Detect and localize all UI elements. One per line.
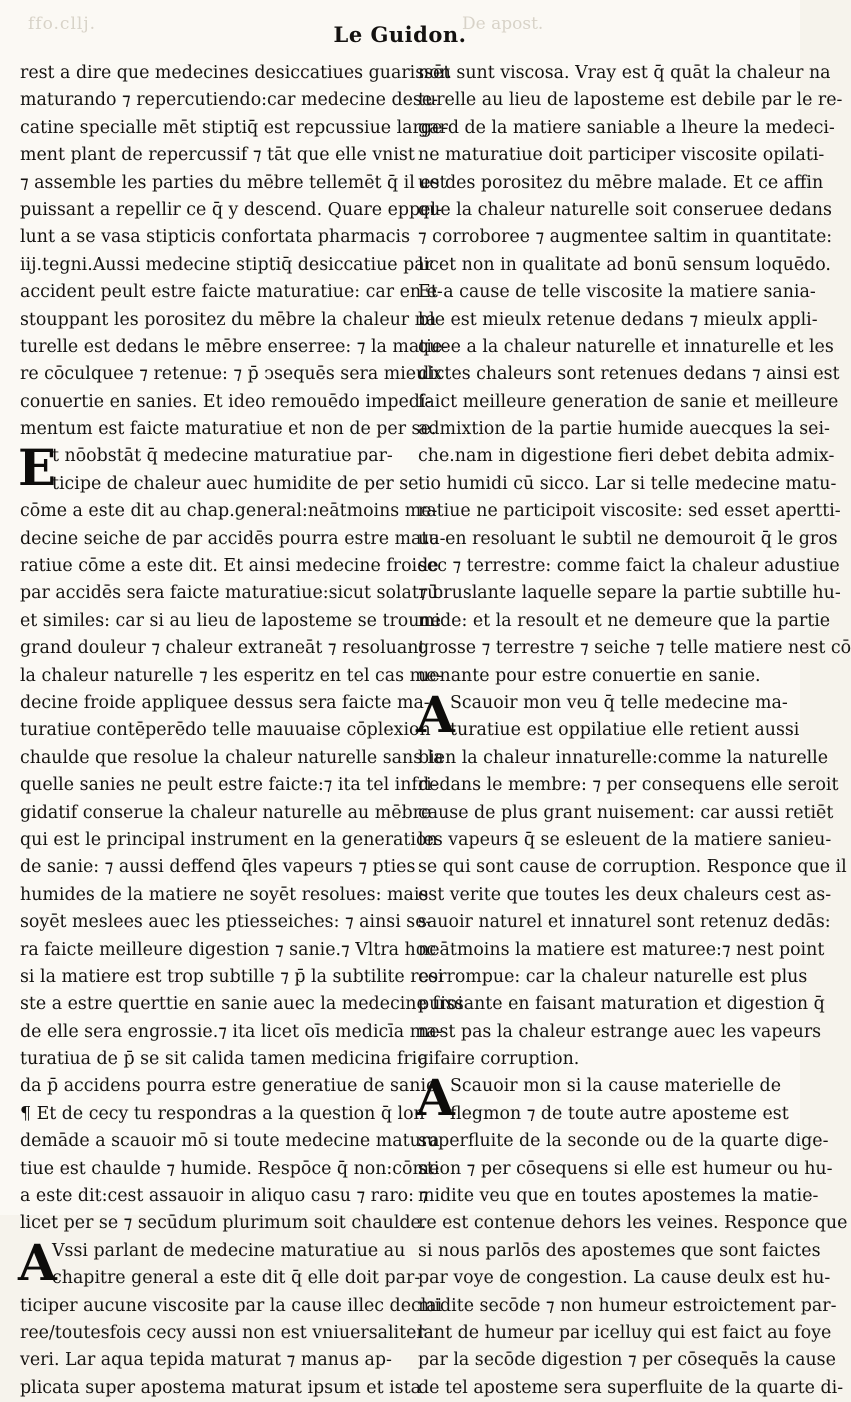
text-line: de tel aposteme sera superfluite de la quarte di-	[418, 1377, 844, 1398]
text-line: maturando ⁊ repercutiendo:car medecine dese-	[20, 90, 439, 111]
text-line: turatiue est oppilatiue elle retient aussi	[450, 720, 800, 741]
text-line: par la secōde digestion ⁊ per cōsequēs la cause	[418, 1350, 836, 1371]
text-line: che.nam in digestione fieri debet debita admix-	[418, 446, 835, 467]
text-line: ¶ Et de cecy tu respondras a la question q̄ lon	[20, 1103, 425, 1124]
text-line: decine seiche de par accidēs pourra estre matu-	[20, 528, 446, 549]
text-line: dedans le membre: ⁊ per consequens elle seroit	[418, 775, 839, 796]
text-line: ue des porositez du mēbre malade. Et ce affin	[418, 172, 824, 193]
text-line: ⁊ assemble les parties du mēbre tellemēt q̄ il est	[20, 172, 447, 193]
paragraph-4	[18, 1232, 443, 1402]
decorated-initial-a: A	[18, 1232, 57, 1292]
text-line: ratiue ne participoit viscosite: sed esset apertti-	[418, 501, 841, 522]
right-column	[416, 60, 851, 1402]
text-line: accident peult estre faicte maturatiue: car en e-	[20, 282, 443, 303]
text-line: uenante pour estre conuertie en sanie.	[418, 665, 761, 686]
text-line: si la matiere est trop subtille ⁊ p̄ la subtilite resi	[20, 966, 444, 987]
text-line: puissante en faisant maturation et digestion q̄	[418, 994, 825, 1015]
text-line: chaulde que resolue la chaleur naturelle sans la	[20, 747, 444, 768]
text-line: catine specialle mēt stiptiq̄ est repcussiue large-	[20, 117, 449, 138]
text-line: quelle sanies ne peult estre faicte:⁊ ita tel infri-	[20, 775, 438, 796]
text-line: turelle est dedans le mēbre enserree: ⁊ la matie-	[20, 336, 448, 357]
text-line: turatiue contēperēdo telle mauuaise cōplexion	[20, 720, 431, 741]
text-line: dictes chaleurs sont retenues dedans ⁊ ainsi est	[418, 364, 840, 385]
text-line: qui est le principal instrument en la generation	[20, 829, 438, 850]
text-line: cause de plus grant nuisement: car aussi retiēt	[418, 802, 834, 823]
text-line: quee a la chaleur naturelle et innaturelle et les	[418, 336, 834, 357]
text-line: soyēt meslees auec les ptiesseiches: ⁊ ainsi se-	[20, 912, 432, 933]
text-line: sauoir naturel et innaturel sont retenuz dedās:	[418, 912, 831, 933]
text-line: mentum est faicte maturatiue et non de per se.	[20, 419, 437, 440]
text-line: de elle sera engrossie.⁊ ita licet oīs medicīa ma-	[20, 1021, 443, 1042]
text-line: ⁊ bruslante laquelle separe la partie subtille hu-	[418, 583, 841, 604]
text-line: et similes: car si au lieu de laposteme se troune	[20, 610, 441, 631]
text-line: ua en resoluant le subtil ne demouroit q̄ le gros	[418, 528, 838, 549]
bleed-through-right: De apost.	[462, 14, 544, 34]
text-line: ratiue cōme a este dit. Et ainsi medecine froide	[20, 556, 439, 577]
text-line: cōme a este dit au chap.general:neātmoins me-	[20, 501, 438, 522]
text-line: bien la chaleur innaturelle:comme la naturelle	[418, 747, 829, 768]
paragraph-2	[18, 438, 464, 1100]
decorated-initial-a: A	[416, 1068, 455, 1128]
text-line: ticiper aucune viscosite par la cause illec declai	[20, 1295, 443, 1316]
text-line: gidatif conserue la chaleur naturelle au mēbre	[20, 802, 432, 823]
text-line: non sunt viscosa. Vray est q̄ quāt la chaleur na	[418, 63, 831, 83]
text-line: ment plant de repercussif ⁊ tāt que elle vnist	[20, 145, 415, 166]
text-line: t nōobstāt q̄ medecine maturatiue par-	[52, 446, 393, 467]
paragraph-3	[20, 1101, 440, 1238]
text-line: de sanie: ⁊ aussi deffend q̄les vapeurs ⁊ pties	[20, 857, 416, 878]
running-title: Le Guidon.	[333, 22, 467, 47]
text-line: que la chaleur naturelle soit conseruee dedans	[418, 199, 832, 220]
text-line: stion ⁊ per cōsequens si elle est humeur ou hu-	[418, 1158, 833, 1179]
text-line: se qui sont cause de corruption. Responce que il	[418, 857, 847, 878]
text-line: la chaleur naturelle ⁊ les esperitz en tel cas me-	[20, 665, 443, 686]
text-line: Scauoir mon si la cause materielle de	[450, 1076, 781, 1097]
text-line: est verite que toutes les deux chaleurs cest as-	[418, 884, 832, 905]
text-line: superfluite de la seconde ou de la quarte dige-	[418, 1131, 829, 1152]
text-line: licet non in qualitate ad bonū sensum loquēdo.	[418, 254, 831, 275]
paragraph-6	[416, 684, 847, 1073]
text-line: re est contenue dehors les veines. Responce que	[418, 1213, 848, 1234]
text-line: faict meilleure generation de sanie et meilleure	[418, 391, 839, 412]
text-line: neātmoins la matiere est maturee:⁊ nest point	[418, 939, 825, 960]
text-line: les vapeurs q̄ se esleuent de la matiere sanieu-	[418, 829, 832, 850]
text-line: turatiua de p̄ se sit calida tamen medicina frigi	[20, 1049, 434, 1070]
text-line: plicata super apostema maturat ipsum et ista	[20, 1377, 421, 1398]
text-line: ticipe de chaleur auec humidite de per se	[52, 473, 419, 494]
text-line: grand douleur ⁊ chaleur extraneāt ⁊ resoluant	[20, 638, 426, 659]
text-line: licet per se ⁊ secūdum plurimum soit chaulde.	[20, 1213, 427, 1234]
text-line: iij.tegni.Aussi medecine stiptiq̄ desiccatiue par	[20, 254, 433, 275]
text-line: corrompue: car la chaleur naturelle est plus	[418, 966, 808, 987]
text-line: lunt a se vasa stipticis confortata pharmacis	[20, 227, 411, 248]
text-line: lant de humeur par icelluy qui est faict au foye	[418, 1322, 832, 1343]
text-line: par accidēs sera faicte maturatiue:sicut solatrū	[20, 583, 439, 604]
text-line: ⁊ corroboree ⁊ augmentee saltim in quantitate:	[418, 227, 833, 248]
text-line: chapitre general a este dit q̄ elle doit par-	[52, 1268, 421, 1289]
bleed-through-left: ffo.cllj.	[28, 14, 96, 34]
text-line: tio humidi cū sicco. Lar si telle medecine matu-	[418, 473, 837, 494]
text-line: decine froide appliquee dessus sera faicte ma-	[20, 692, 430, 713]
paragraph-5	[418, 60, 851, 690]
text-line: Scauoir mon veu q̄ telle medecine ma-	[450, 692, 788, 713]
text-line: grosse ⁊ terrestre ⁊ seiche ⁊ telle matiere nest cō	[418, 638, 851, 659]
text-line: turelle au lieu de laposteme est debile par le re-	[418, 90, 843, 111]
text-line: a este dit:cest assauoir in aliquo casu ⁊ raro: ⁊	[20, 1186, 429, 1207]
text-line: ree/toutesfois cecy aussi non est vniuersaliter	[20, 1322, 425, 1343]
text-line: Vssi parlant de medecine maturatiue au	[52, 1240, 406, 1261]
text-line: admixtion de la partie humide auecques la sei-	[418, 419, 830, 440]
text-line: nest pas la chaleur estrange auec les vapeurs	[418, 1021, 822, 1042]
text-line: conuertie en sanies. Et ideo remouēdo impedi-	[20, 391, 432, 412]
text-line: a faire corruption.	[418, 1049, 580, 1070]
paragraph-7	[416, 1068, 848, 1402]
text-line: par voye de congestion. La cause deulx est hu-	[418, 1268, 831, 1289]
text-line: rest a dire que medecines desiccatiues guarissēt	[20, 63, 451, 83]
text-line: si nous parlōs des apostemes que sont faictes	[418, 1240, 821, 1261]
text-line: ble est mieulx retenue dedans ⁊ mieulx appli-	[418, 309, 818, 330]
text-line: ra faicte meilleure digestion ⁊ sanie.⁊ Vltra hoc	[20, 939, 436, 960]
text-line: midite veu que en toutes apostemes la matie-	[418, 1186, 819, 1207]
text-line: puissant a repellir ce q̄ y descend. Quare eppel-	[20, 199, 442, 220]
decorated-initial-e: E	[18, 438, 57, 498]
text-line: tiue est chaulde ⁊ humide. Respōce q̄ non:cōme	[20, 1158, 440, 1179]
text-line: demāde a scauoir mō si toute medecine matura	[20, 1131, 440, 1152]
text-line: humides de la matiere ne soyēt resolues: mais	[20, 884, 429, 905]
text-line: stouppant les porositez du mēbre la chaleur na	[20, 309, 437, 330]
text-line: veri. Lar aqua tepida maturat ⁊ manus ap-	[20, 1350, 392, 1371]
text-line: mide: et la resoult et ne demeure que la partie	[418, 610, 831, 631]
paragraph-1	[20, 60, 451, 443]
text-line: ste a estre querttie en sanie auec la medecine froi	[20, 994, 464, 1015]
text-line: ne maturatiue doit participer viscosite opilati-	[418, 145, 825, 166]
text-line: re cōculquee ⁊ retenue: ⁊ p̄ ↄsequēs sera mieulx	[20, 364, 443, 385]
left-column	[18, 60, 464, 1402]
text-line: sec ⁊ terrestre: comme faict la chaleur adustiue	[418, 556, 840, 577]
text-line: gard de la matiere saniable a lheure la medeci-	[418, 117, 835, 138]
text-line: da p̄ accidens pourra estre generatiue de sanie.	[20, 1076, 442, 1097]
decorated-initial-a: A	[416, 684, 455, 744]
text-line: flegmon ⁊ de toute autre aposteme est	[450, 1103, 789, 1124]
text-line: midite secōde ⁊ non humeur estroictement par-	[418, 1295, 837, 1316]
text-line: Et a cause de telle viscosite la matiere sania-	[418, 282, 816, 303]
